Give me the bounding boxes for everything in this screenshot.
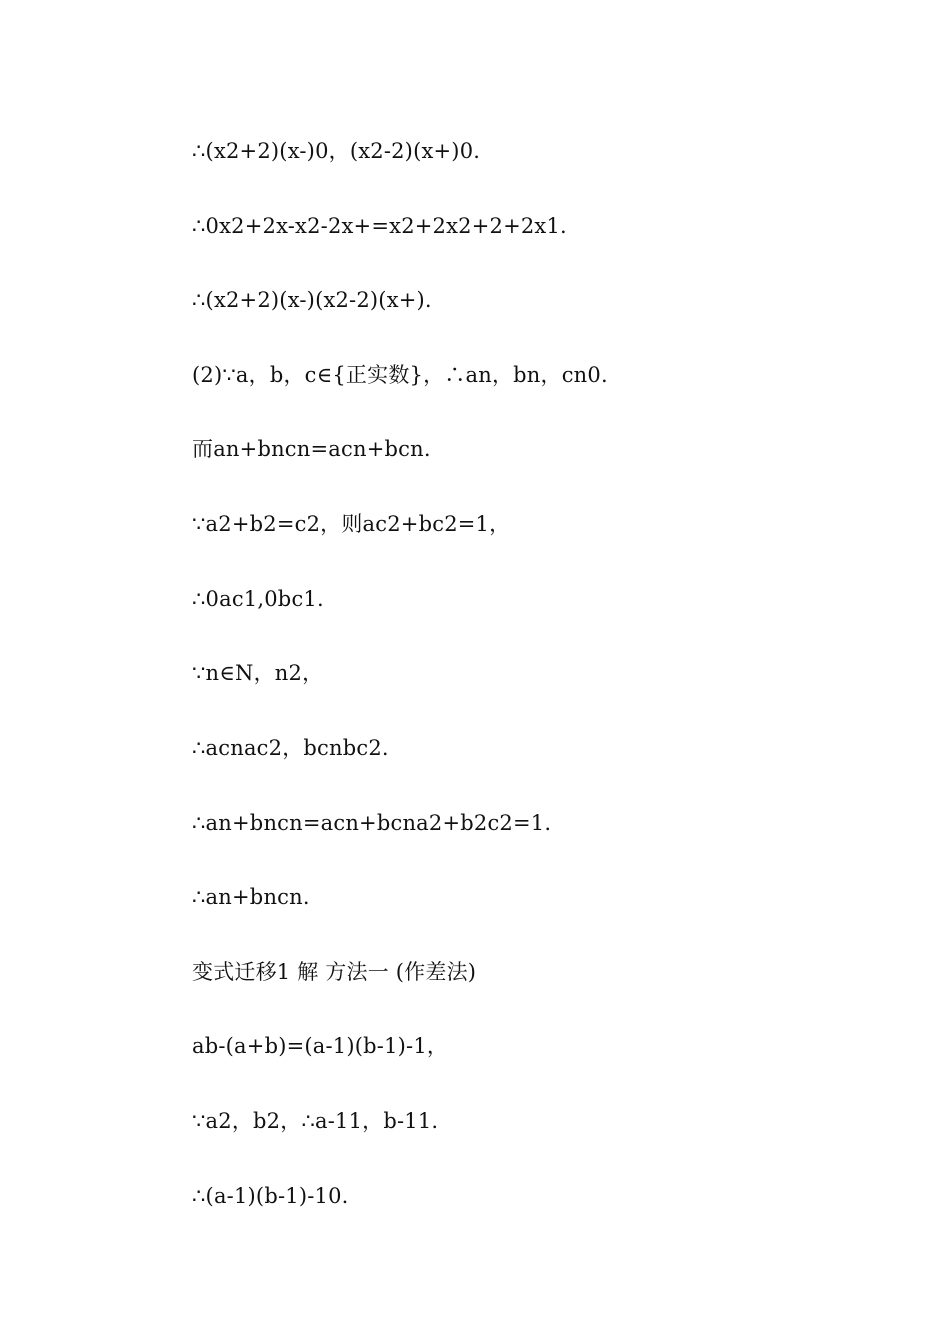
text-line: ∴0ac1,0bc1. — [192, 587, 324, 611]
text-line: ∴(x2+2)(x-)0，(x2-2)(x+)0. — [192, 139, 481, 163]
text-line: ∴(a-1)(b-1)-10. — [192, 1184, 349, 1208]
text-line: ∴(x2+2)(x-)(x2-2)(x+). — [192, 288, 432, 312]
section-heading: 变式迁移1 解 方法一 (作差法) — [192, 960, 477, 984]
text-line: (2)∵a，b，c∈{正实数}，∴an，bn，cn0. — [192, 363, 608, 387]
text-line: ∵a2，b2，∴a-11，b-11. — [192, 1109, 439, 1133]
text-line: 而an+bncn=acn+bcn. — [192, 437, 431, 461]
text-line: ∵n∈N，n2， — [192, 661, 324, 685]
text-line: ∴an+bncn. — [192, 885, 310, 909]
text-line: ∴0x2+2x-x2-2x+=x2+2x2+2+2x1. — [192, 214, 567, 238]
text-line: ∴acnac2，bcnbc2. — [192, 736, 389, 760]
text-line: ∵a2+b2=c2，则ac2+bc2=1， — [192, 512, 511, 536]
text-line: ab-(a+b)=(a-1)(b-1)-1， — [192, 1034, 449, 1058]
text-line: ∴an+bncn=acn+bcna2+b2c2=1. — [192, 811, 552, 835]
